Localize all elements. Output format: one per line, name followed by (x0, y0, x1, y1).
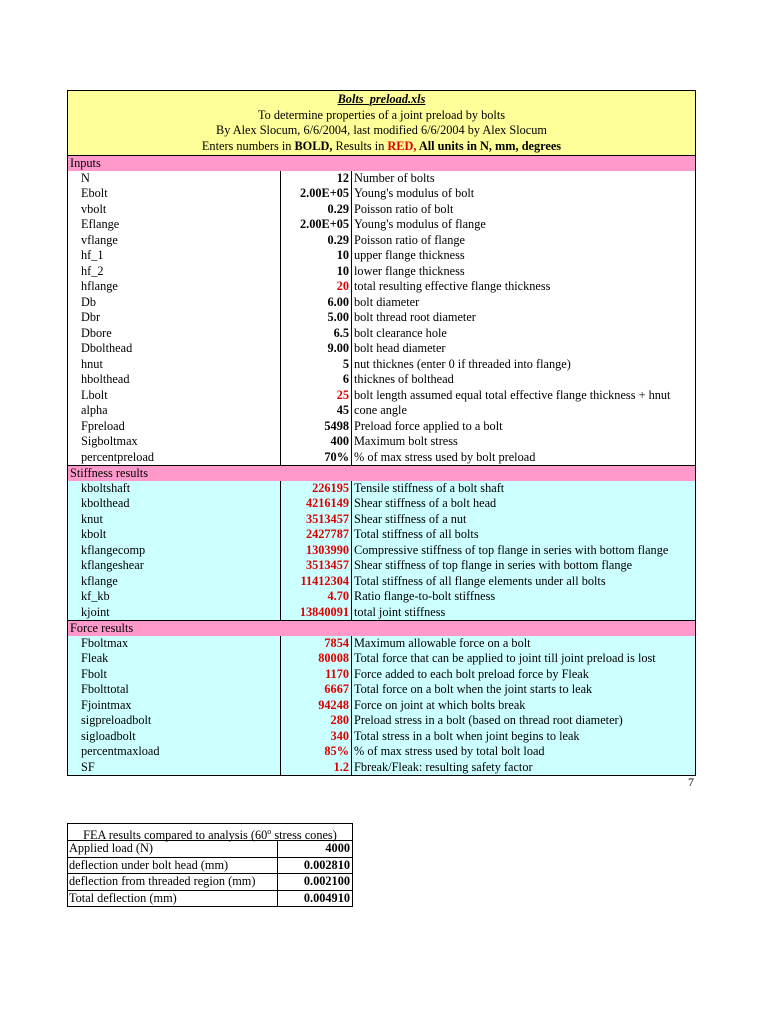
param-name: hf_2 (68, 264, 281, 280)
param-value[interactable]: 2427787 (281, 527, 352, 543)
param-name: hnut (68, 357, 281, 373)
param-description: total joint stiffness (354, 604, 446, 619)
table-row (68, 605, 695, 621)
table-row (68, 682, 695, 698)
table-row (68, 512, 695, 528)
sheet-instructions (68, 139, 695, 155)
table-row (68, 264, 695, 280)
table-row (68, 295, 695, 311)
param-name: Dbolthead (68, 341, 281, 357)
table-row (68, 233, 695, 249)
fea-row (68, 874, 352, 891)
table-row (68, 171, 695, 187)
param-name: Fboltmax (68, 636, 281, 652)
fea-label: Applied load (N) (68, 841, 278, 857)
param-description: % of max stress used by bolt preload (354, 449, 536, 464)
param-name: vflange (68, 233, 281, 249)
table-row (68, 496, 695, 512)
param-value[interactable]: 0.29 (281, 202, 352, 218)
param-description: cone angle (354, 403, 407, 417)
param-value[interactable]: 9.00 (281, 341, 352, 357)
param-name: SF (68, 760, 281, 776)
param-description: bolt diameter (354, 294, 420, 309)
fea-caption-degree: o (267, 827, 272, 836)
param-name: percentmaxload (68, 744, 281, 760)
table-row (68, 589, 695, 605)
param-description: Total force that can be applied to joint till joint preload is lost (354, 651, 656, 665)
fea-value[interactable]: 0.002810 (303, 857, 350, 872)
sheet-author: By Alex Slocum, 6/6/2004, last modified 6/6/2004 by Alex Slocum (216, 123, 547, 137)
fea-row (68, 858, 352, 875)
param-description: Number of bolts (354, 170, 435, 185)
param-value[interactable]: 6.5 (281, 326, 352, 342)
param-description: Ratio flange-to-bolt stiffness (354, 589, 496, 603)
param-value[interactable]: 4.70 (281, 589, 352, 605)
param-name: kflangecomp (68, 543, 281, 559)
fea-value[interactable]: 0.004910 (303, 890, 350, 905)
param-value[interactable]: 4216149 (281, 496, 352, 512)
param-value[interactable]: 3513457 (281, 558, 352, 574)
table-row (68, 202, 695, 218)
param-value[interactable]: 1170 (281, 667, 352, 683)
param-description: thicknes of bolthead (354, 372, 454, 386)
param-description: Total stiffness of all flange elements under all bolts (354, 573, 606, 588)
param-name: Fpreload (68, 419, 281, 435)
param-description: bolt thread root diameter (354, 310, 476, 324)
param-description: Total stress in a bolt when joint begins to leak (354, 728, 580, 743)
fea-caption-a: FEA results compared to analysis (60 (83, 828, 268, 843)
param-value[interactable]: 11412304 (281, 574, 352, 590)
param-name: hflange (68, 279, 281, 295)
param-value[interactable]: 5498 (281, 419, 352, 435)
param-name: Eflange (68, 217, 281, 233)
table-row (68, 543, 695, 559)
param-value[interactable]: 25 (281, 388, 352, 404)
param-name: vbolt (68, 202, 281, 218)
param-value[interactable]: 70% (281, 450, 352, 466)
param-description: Total stiffness of all bolts (354, 527, 479, 541)
table-row (68, 419, 695, 435)
param-description: Tensile stiffness of a bolt shaft (354, 480, 505, 495)
param-description: Preload force applied to a bolt (354, 418, 503, 433)
param-value[interactable]: 5.00 (281, 310, 352, 326)
table-row (68, 713, 695, 729)
section-header: Inputs (68, 155, 695, 171)
fea-label: deflection under bolt head (mm) (68, 858, 278, 874)
sheet-sections (68, 155, 695, 775)
bolt-preload-sheet (67, 90, 696, 776)
param-name: Fleak (68, 651, 281, 667)
param-name: sigpreloadbolt (68, 713, 281, 729)
param-value[interactable]: 226195 (281, 481, 352, 497)
param-value[interactable]: 2.00E+05 (281, 217, 352, 233)
fea-caption (68, 824, 352, 841)
param-description: Shear stiffness of a bolt head (354, 496, 497, 510)
instructions-units: All units in N, mm, degrees (416, 138, 562, 153)
table-row (68, 574, 695, 590)
table-row (68, 310, 695, 326)
param-description: Shear stiffness of top flange in series with bottom flange (354, 558, 633, 572)
param-description: Force on joint at which bolts break (354, 697, 526, 712)
table-row (68, 248, 695, 264)
param-value[interactable]: 3513457 (281, 512, 352, 528)
param-description: Young's modulus of flange (354, 217, 486, 231)
param-name: kflangeshear (68, 558, 281, 574)
fea-caption-b: stress cones) (271, 828, 337, 843)
param-description: Poisson ratio of flange (354, 232, 465, 247)
param-description: Compressive stiffness of top flange in series with bottom flange (354, 542, 669, 557)
param-value[interactable]: 6.00 (281, 295, 352, 311)
param-value[interactable]: 6 (281, 372, 352, 388)
param-value[interactable]: 1303990 (281, 543, 352, 559)
param-value[interactable]: 85% (281, 744, 352, 760)
param-name: hbolthead (68, 372, 281, 388)
param-value[interactable]: 0.29 (281, 233, 352, 249)
param-name: Ebolt (68, 186, 281, 202)
table-row (68, 279, 695, 295)
table-row (68, 450, 695, 466)
param-description: Poisson ratio of bolt (354, 201, 454, 216)
page-number: 7 (688, 775, 694, 789)
param-name: Fjointmax (68, 698, 281, 714)
param-name: kbolt (68, 527, 281, 543)
param-name: Fbolt (68, 667, 281, 683)
fea-row (68, 841, 352, 858)
param-value[interactable]: 280 (281, 713, 352, 729)
instructions-text-a: Enters numbers in (201, 138, 295, 153)
param-name: N (68, 171, 281, 187)
section-header: Stiffness results (68, 465, 695, 481)
sheet-header (68, 91, 695, 155)
param-name: percentpreload (68, 450, 281, 466)
instructions-red: RED, (387, 138, 417, 153)
param-description: bolt head diameter (354, 341, 446, 355)
param-name: knut (68, 512, 281, 528)
section-header: Force results (68, 620, 695, 636)
param-description: total resulting effective flange thickness (354, 279, 551, 293)
instructions-text-c: Results in (332, 138, 388, 153)
param-name: Fbolttotal (68, 682, 281, 698)
table-row (68, 341, 695, 357)
table-row (68, 760, 695, 776)
param-name: kbolthead (68, 496, 281, 512)
table-row (68, 651, 695, 667)
param-value[interactable]: 5 (281, 357, 352, 373)
fea-label: Total deflection (mm) (68, 891, 278, 907)
param-description: Maximum allowable force on a bolt (354, 635, 531, 650)
sheet-purpose: To determine properties of a joint preload by bolts (257, 107, 506, 122)
param-description: % of max stress used by total bolt load (354, 744, 545, 758)
param-value[interactable]: 6667 (281, 682, 352, 698)
param-description: Fbreak/Fleak: resulting safety factor (354, 759, 533, 774)
table-row (68, 326, 695, 342)
table-row (68, 744, 695, 760)
fea-results-table (67, 823, 353, 907)
param-name: sigloadbolt (68, 729, 281, 745)
param-value[interactable]: 400 (281, 434, 352, 450)
instructions-bold: BOLD, (294, 138, 333, 153)
param-description: Maximum bolt stress (354, 434, 458, 448)
param-description: nut thicknes (enter 0 if threaded into flange) (354, 356, 571, 371)
sheet-title: Bolts_preload.xls (337, 92, 426, 106)
param-value[interactable]: 7854 (281, 636, 352, 652)
param-value[interactable]: 13840091 (281, 605, 352, 621)
param-description: bolt length assumed equal total effective flange thickness + hnut (354, 387, 671, 402)
fea-value[interactable]: 4000 (325, 841, 350, 855)
fea-label: deflection from threaded region (mm) (68, 874, 278, 890)
param-description: Young's modulus of bolt (354, 186, 475, 200)
param-name: kboltshaft (68, 481, 281, 497)
param-name: hf_1 (68, 248, 281, 264)
param-description: Preload stress in a bolt (based on thread root diameter) (354, 713, 623, 727)
param-description: lower flange thickness (354, 263, 465, 278)
table-row (68, 388, 695, 404)
table-row (68, 698, 695, 714)
table-row (68, 217, 695, 233)
param-value[interactable]: 340 (281, 729, 352, 745)
table-row (68, 527, 695, 543)
table-row (68, 636, 695, 652)
param-value[interactable]: 12 (281, 171, 352, 187)
param-description: upper flange thickness (354, 248, 465, 262)
table-row (68, 372, 695, 388)
fea-value[interactable]: 0.002100 (303, 874, 350, 888)
param-description: Force added to each bolt preload force by Fleak (354, 666, 589, 681)
param-value[interactable]: 94248 (281, 698, 352, 714)
param-name: alpha (68, 403, 281, 419)
param-value[interactable]: 2.00E+05 (281, 186, 352, 202)
param-name: Sigboltmax (68, 434, 281, 450)
fea-rows (68, 841, 352, 906)
param-name: kjoint (68, 605, 281, 621)
param-name: kf_kb (68, 589, 281, 605)
param-description: Shear stiffness of a nut (354, 511, 467, 526)
table-row (68, 481, 695, 497)
param-name: Db (68, 295, 281, 311)
param-value[interactable]: 80008 (281, 651, 352, 667)
table-row (68, 667, 695, 683)
param-name: Dbore (68, 326, 281, 342)
param-value[interactable]: 45 (281, 403, 352, 419)
param-name: Dbr (68, 310, 281, 326)
table-row (68, 434, 695, 450)
param-value[interactable]: 10 (281, 264, 352, 280)
param-value[interactable]: 20 (281, 279, 352, 295)
param-name: Lbolt (68, 388, 281, 404)
table-row (68, 729, 695, 745)
table-row (68, 186, 695, 202)
param-description: Total force on a bolt when the joint starts to leak (354, 682, 593, 696)
param-value[interactable]: 1.2 (281, 760, 352, 776)
param-description: bolt clearance hole (354, 325, 447, 340)
param-name: kflange (68, 574, 281, 590)
fea-row (68, 891, 352, 907)
table-row (68, 403, 695, 419)
table-row (68, 558, 695, 574)
param-value[interactable]: 10 (281, 248, 352, 264)
table-row (68, 357, 695, 373)
